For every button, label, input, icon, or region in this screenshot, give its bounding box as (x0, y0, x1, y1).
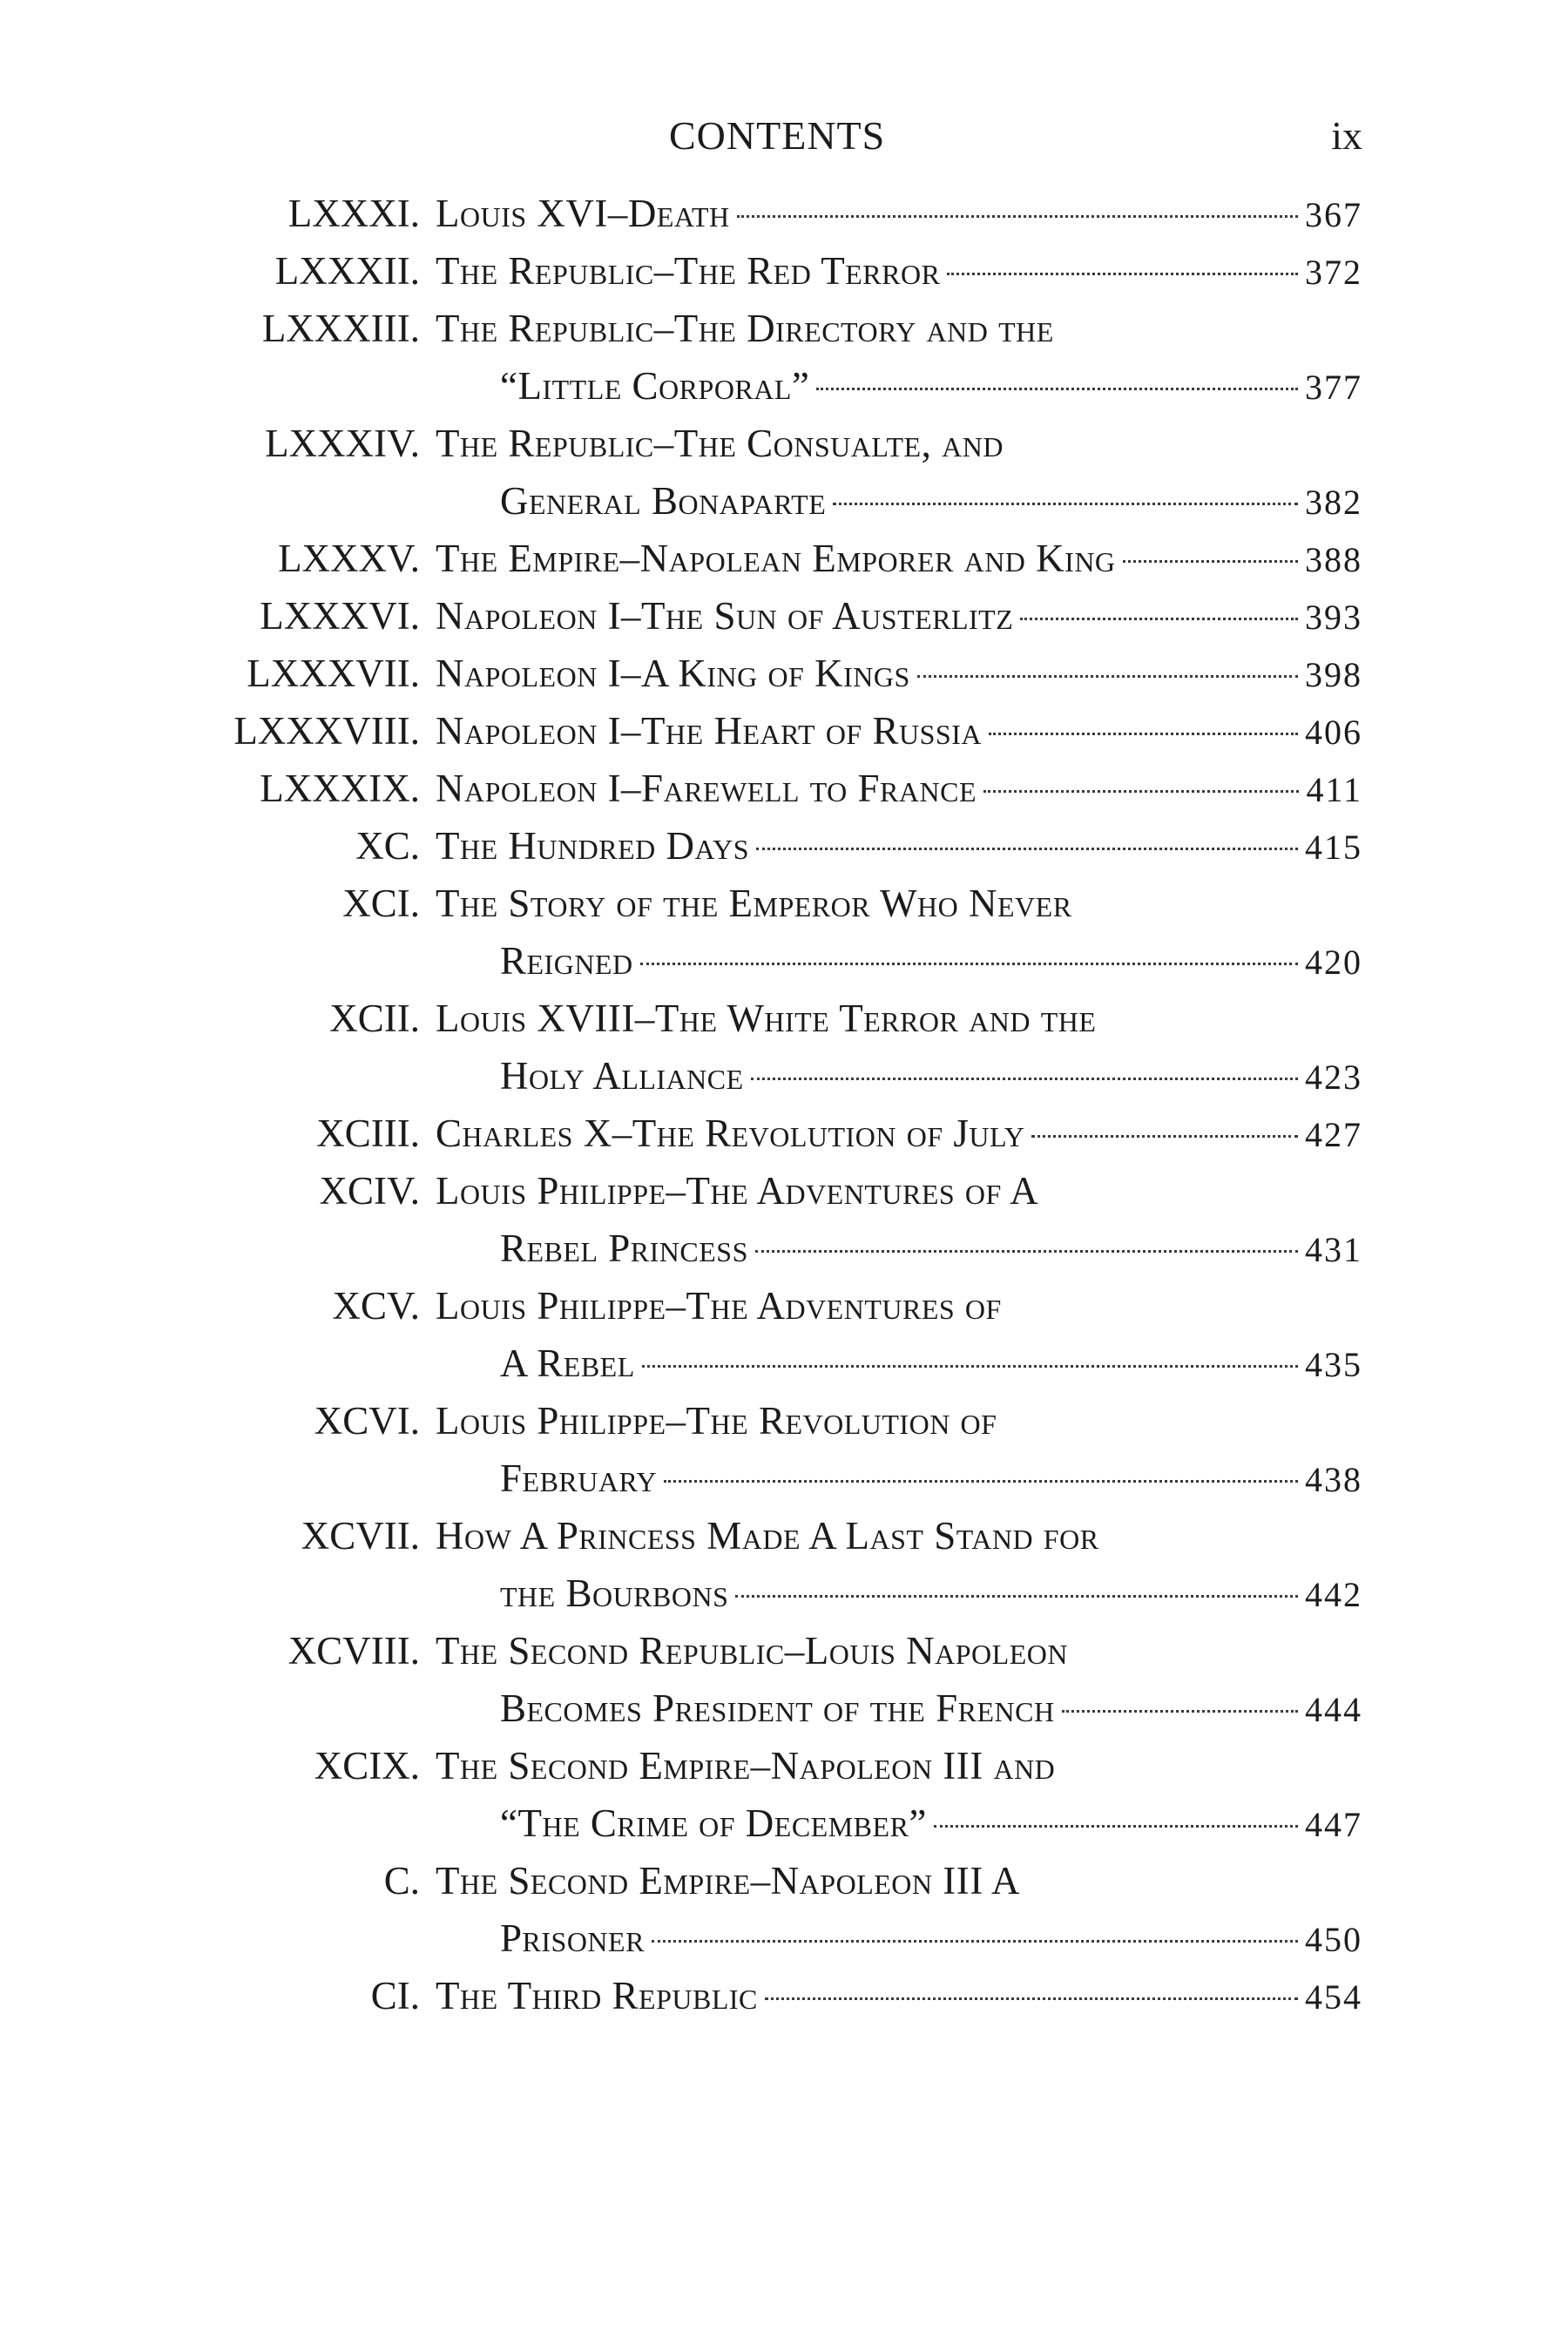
chapter-numeral: LXXXIII. (261, 307, 420, 350)
toc-entry-line (0, 300, 1568, 357)
toc-entry-line (0, 1105, 1568, 1162)
chapter-title: “The Crime of December” (500, 1801, 927, 1845)
dot-leader (1020, 618, 1298, 620)
chapter-title: The Second Republic–Louis Napoleon (436, 1629, 1068, 1673)
leader-line (500, 932, 1362, 990)
toc-entry (0, 1105, 1568, 1162)
leader-line (500, 1047, 1362, 1105)
toc-entry-line (0, 1047, 1568, 1105)
chapter-numeral: XCVI. (314, 1399, 420, 1443)
chapter-title: The Republic–The Directory and the (436, 307, 1054, 350)
dot-leader (1062, 1710, 1298, 1713)
chapter-numeral: XCVIII. (287, 1629, 420, 1673)
dot-leader (833, 503, 1298, 505)
chapter-numeral: LXXXII. (274, 249, 420, 293)
leader-line (500, 357, 1362, 415)
toc-entry (0, 415, 1568, 530)
chapter-title: the Bourbons (500, 1571, 729, 1615)
chapter-page-number: 406 (1305, 713, 1362, 752)
chapter-numeral: LXXXI. (287, 192, 420, 235)
chapter-page-number: 431 (1305, 1230, 1362, 1269)
leader-line (436, 1105, 1362, 1162)
leader-line (500, 1794, 1362, 1852)
chapter-title: Louis Philippe–The Adventures of A (436, 1169, 1039, 1213)
chapter-numeral: LXXXVII. (247, 652, 420, 695)
leader-line (436, 587, 1362, 645)
leader-line (500, 1565, 1362, 1622)
toc-entry-line (0, 817, 1568, 875)
chapter-title: Louis XVIII–The White Terror and the (436, 997, 1097, 1040)
running-title: CONTENTS (669, 113, 886, 158)
chapter-page-number: 442 (1305, 1575, 1362, 1614)
chapter-numeral: XCIV. (319, 1169, 420, 1213)
chapter-page-number: 438 (1305, 1460, 1362, 1499)
toc-entry-line (0, 530, 1568, 587)
toc-entry-line (0, 875, 1568, 932)
chapter-title: “Little Corporal” (500, 364, 810, 408)
toc-entry-line (0, 242, 1568, 300)
chapter-page-number: 420 (1305, 943, 1362, 982)
dot-leader (1123, 560, 1298, 563)
chapter-title: The Third Republic (436, 1974, 758, 2017)
toc-entry (0, 530, 1568, 587)
chapter-title: The Republic–The Red Terror (436, 249, 941, 293)
chapter-title: Napoleon I–Farewell to France (436, 767, 977, 810)
chapter-title: General Bonaparte (500, 479, 827, 523)
toc-entry-line (0, 1680, 1568, 1737)
dot-leader (737, 215, 1298, 218)
chapter-page-number: 423 (1305, 1058, 1362, 1097)
toc-entry-line (0, 1277, 1568, 1335)
toc-entry-line (0, 1794, 1568, 1852)
dot-leader (664, 1480, 1298, 1483)
leader-line (436, 530, 1362, 587)
chapter-page-number: 435 (1305, 1345, 1362, 1384)
leader-line (436, 185, 1362, 242)
chapter-page-number: 367 (1305, 195, 1362, 234)
chapter-title: Napoleon I–The Sun of Austerlitz (436, 594, 1014, 638)
chapter-numeral: XCIX. (314, 1744, 420, 1788)
chapter-numeral: XCIII. (316, 1112, 420, 1155)
toc-entry-line (0, 1220, 1568, 1277)
dot-leader (735, 1595, 1298, 1598)
leader-line (500, 472, 1362, 530)
chapter-numeral: XCVII. (301, 1514, 420, 1558)
chapter-title: Reigned (500, 939, 633, 983)
toc-entry-line (0, 1392, 1568, 1450)
toc-entry-line (0, 1852, 1568, 1909)
dot-leader (816, 388, 1298, 390)
chapter-numeral: XC. (355, 824, 420, 868)
dot-leader (652, 1940, 1298, 1943)
toc-entry (0, 760, 1568, 817)
running-head (0, 110, 1568, 162)
toc-entry (0, 1737, 1568, 1852)
chapter-page-number: 450 (1305, 1920, 1362, 1959)
table-of-contents (0, 185, 1568, 2024)
chapter-title: Becomes President of the French (500, 1686, 1055, 1730)
chapter-title: The Story of the Emperor Who Never (436, 882, 1072, 925)
dot-leader (917, 675, 1298, 678)
chapter-numeral: LXXXVIII. (233, 709, 420, 753)
toc-entry-line (0, 1565, 1568, 1622)
dot-leader (755, 1250, 1298, 1253)
toc-entry (0, 242, 1568, 300)
toc-entry (0, 1392, 1568, 1507)
chapter-numeral: LXXXVI. (260, 594, 420, 638)
chapter-title: The Republic–The Consualte, and (436, 422, 1004, 465)
leader-line (436, 817, 1362, 875)
chapter-title: February (500, 1456, 658, 1500)
toc-entry-line (0, 415, 1568, 472)
toc-entry-line (0, 587, 1568, 645)
leader-line (500, 1680, 1362, 1737)
chapter-title: How A Princess Made A Last Stand for (436, 1514, 1099, 1558)
toc-entry-line (0, 1737, 1568, 1794)
chapter-page-number: 393 (1305, 598, 1362, 637)
dot-leader (934, 1825, 1298, 1828)
dot-leader (983, 790, 1299, 793)
toc-entry-line (0, 1909, 1568, 1967)
chapter-numeral: XCII. (329, 997, 420, 1040)
chapter-title: Rebel Princess (500, 1227, 748, 1270)
chapter-title: Napoleon I–The Heart of Russia (436, 709, 982, 753)
chapter-title: The Second Empire–Napoleon III A (436, 1859, 1020, 1903)
chapter-title: Napoleon I–A King of Kings (436, 652, 910, 695)
toc-entry-line (0, 185, 1568, 242)
dot-leader (642, 1365, 1298, 1368)
chapter-numeral: XCI. (342, 882, 420, 925)
dot-leader (640, 963, 1298, 965)
chapter-title: Louis XVI–Death (436, 192, 730, 235)
chapter-page-number: 454 (1305, 1977, 1362, 2017)
chapter-numeral: CI. (370, 1974, 420, 2017)
dot-leader (1031, 1135, 1298, 1138)
chapter-page-number: 444 (1305, 1690, 1362, 1729)
folio-page-number: ix (1331, 113, 1362, 158)
chapter-page-number: 427 (1305, 1115, 1362, 1154)
toc-entry (0, 1967, 1568, 2024)
dot-leader (947, 273, 1298, 275)
toc-entry (0, 185, 1568, 242)
chapter-page-number: 382 (1305, 483, 1362, 522)
chapter-title: A Rebel (500, 1342, 635, 1385)
chapter-numeral: C. (383, 1859, 420, 1903)
toc-entry (0, 875, 1568, 990)
leader-line (436, 1967, 1362, 2024)
chapter-title: The Empire–Napolean Emporer and King (436, 537, 1116, 580)
dot-leader (756, 848, 1298, 850)
chapter-page-number: 447 (1305, 1805, 1362, 1844)
dot-leader (751, 1078, 1298, 1080)
toc-entry (0, 817, 1568, 875)
toc-entry-line (0, 1335, 1568, 1392)
toc-entry-line (0, 1162, 1568, 1220)
toc-entry (0, 1852, 1568, 1967)
leader-line (500, 1220, 1362, 1277)
toc-entry-line (0, 990, 1568, 1047)
chapter-title: Prisoner (500, 1916, 645, 1960)
toc-entry (0, 702, 1568, 760)
chapter-title: The Hundred Days (436, 824, 750, 868)
chapter-title: Charles X–The Revolution of July (436, 1112, 1025, 1155)
toc-entry-line (0, 472, 1568, 530)
chapter-numeral: LXXXIV. (265, 422, 420, 465)
chapter-numeral: XCV. (332, 1284, 420, 1328)
dot-leader (989, 733, 1298, 735)
toc-entry-line (0, 932, 1568, 990)
dot-leader (765, 1997, 1298, 2000)
leader-line (436, 645, 1362, 702)
chapter-page-number: 388 (1305, 540, 1362, 579)
toc-entry-line (0, 1622, 1568, 1680)
toc-entry-line (0, 1507, 1568, 1565)
leader-line (500, 1909, 1362, 1967)
toc-entry-line (0, 645, 1568, 702)
chapter-numeral: LXXXIX. (260, 767, 420, 810)
leader-line (436, 242, 1362, 300)
toc-entry (0, 1277, 1568, 1392)
chapter-numeral: LXXXV. (278, 537, 420, 580)
toc-entry (0, 1507, 1568, 1622)
toc-entry-line (0, 1967, 1568, 2024)
toc-entry-line (0, 702, 1568, 760)
chapter-title: Louis Philippe–The Adventures of (436, 1284, 1002, 1328)
toc-entry-line (0, 760, 1568, 817)
leader-line (436, 760, 1362, 817)
toc-entry (0, 645, 1568, 702)
chapter-title: Louis Philippe–The Revolution of (436, 1399, 997, 1443)
toc-entry (0, 990, 1568, 1105)
chapter-page-number: 398 (1305, 655, 1362, 694)
chapter-page-number: 415 (1305, 828, 1362, 867)
toc-entry-line (0, 1450, 1568, 1507)
chapter-page-number: 372 (1305, 253, 1362, 292)
chapter-title: Holy Alliance (500, 1054, 744, 1098)
toc-entry (0, 300, 1568, 415)
toc-entry-line (0, 357, 1568, 415)
leader-line (500, 1335, 1362, 1392)
chapter-page-number: 411 (1306, 770, 1362, 809)
chapter-page-number: 377 (1305, 368, 1362, 407)
toc-entry (0, 1162, 1568, 1277)
toc-entry (0, 1622, 1568, 1737)
leader-line (500, 1450, 1362, 1507)
chapter-title: The Second Empire–Napoleon III and (436, 1744, 1056, 1788)
leader-line (436, 702, 1362, 760)
toc-entry (0, 587, 1568, 645)
